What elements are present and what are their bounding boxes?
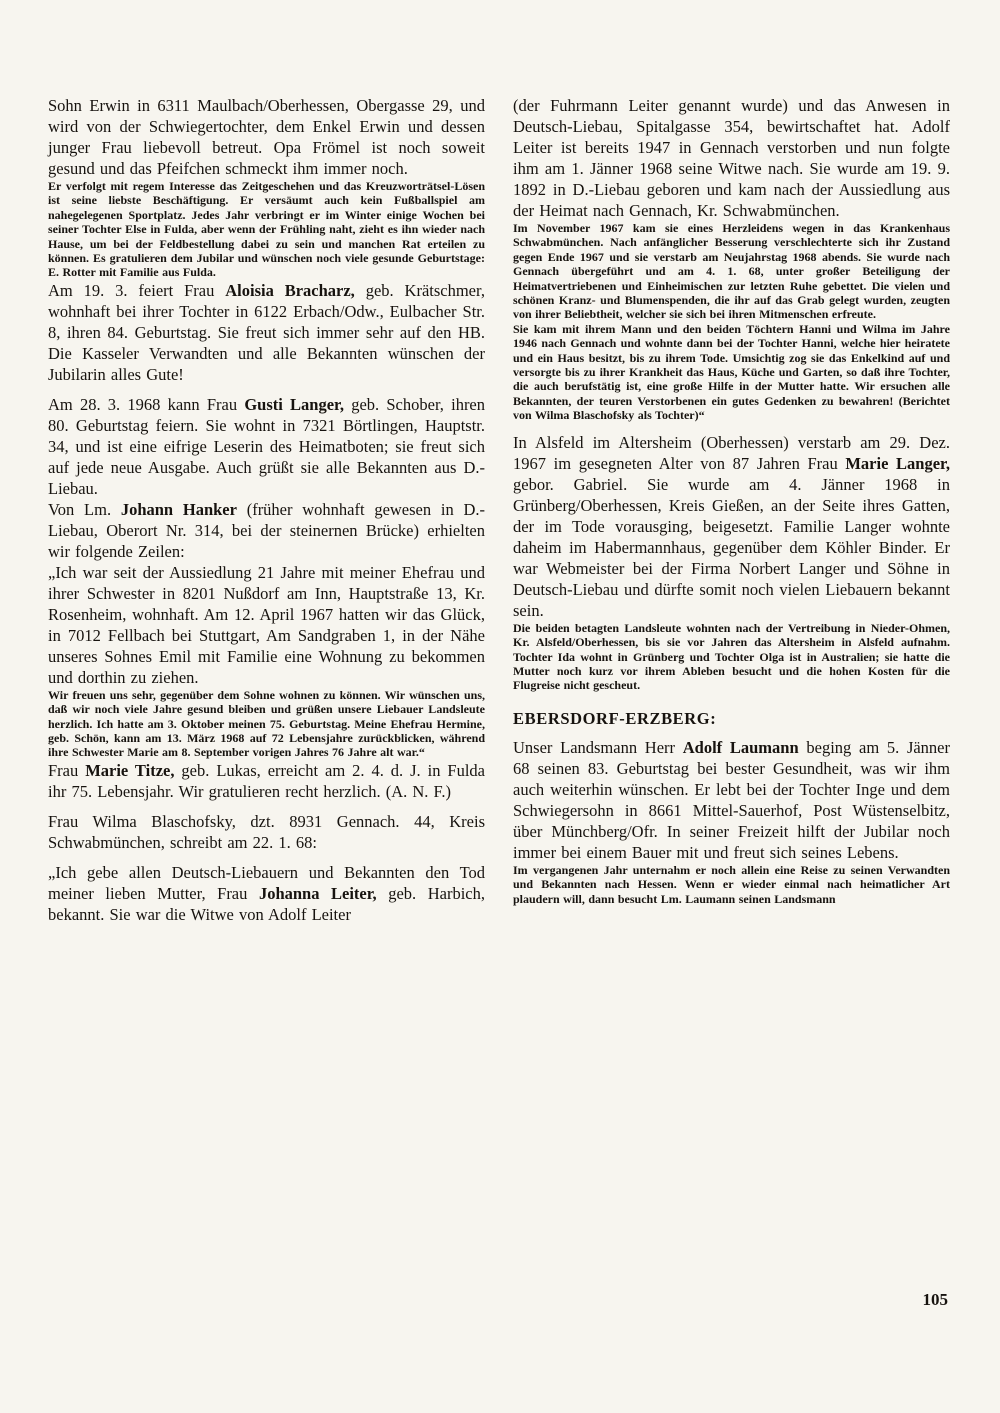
text-segment: (früher wohnhaft gewesen in D.-Liebau, Oberort Nr. 314, bei der steinernen Brücke) erhielten wir folgende Zeilen: (48, 499, 485, 561)
paragraph (48, 862, 485, 925)
text-segment: Frau (48, 760, 86, 780)
column-right (513, 95, 950, 925)
text-segment: beging am 5. Jänner 68 seinen 83. Geburtstag bei bester Gesundheit, was wir ihm auch weiterhin wünschen. Er lebt bei der Tochter Inge und dem Schwiegersohn in 8661 Mittel-Sauerhof, Post Wüstenselbitz, über Münchberg/Ofr. In seiner Freizeit hilft der Jubilar noch immer bei einem Bauer mit und freut sich seines Lebens. (513, 737, 951, 862)
highlighted-name: Marie Langer, (845, 453, 950, 473)
column-left (48, 95, 485, 925)
text-segment: gebor. Gabriel. Sie wurde am 4. Jänner 1968 in Grünberg/Oberhessen, Kreis Gießen, an der Seite ihres Gatten, der im Tode vorausging, beigesetzt. Familie Langer wohnte daheim im Habermannhaus, gegenüber dem Köhler Binder. Er war Webmeister bei der Firma Norbert Langer und Söhne in Deutsch-Liebau und dürfte somit noch vielen Liebauern bekannt sein. (513, 474, 950, 620)
highlighted-name: Gusti Langer, (244, 394, 344, 414)
text-segment: geb. Schober, ihren 80. Geburtstag feiern. Sie wohnt in 7321 Börtlingen, Hauptstr. 34, und ist eine eifrige Leserin des Heimatboten; sie freut sich auf jede neue Ausgabe. Auch grüßt sie alle Bekannten aus D.-Liebau. (48, 394, 486, 498)
text-segment: „Ich gebe allen Deutsch-Liebauern und Bekannten den Tod meiner lieben Mutter, Frau (48, 862, 485, 903)
text-segment: EBERSDORF-ERZBERG: (513, 708, 717, 728)
paragraph (48, 562, 485, 688)
text-segment: Im vergangenen Jahr unternahm er noch allein eine Reise zu seinen Verwandten und Bekannten nach Hessen. Wenn er wieder einmal nach heimatlicher Art plaudern will, dann besucht Lm. Laumann seinen Landsmann (513, 862, 950, 906)
text-segment: Frau Wilma Blaschofsky, dzt. 8931 Gennach. 44, Kreis Schwabmünchen, schreibt am 22. 1. 68: (48, 811, 485, 852)
text-segment: Von Lm. (48, 499, 121, 519)
paragraph (513, 322, 950, 423)
paragraph (48, 280, 485, 385)
text-segment: Am 19. 3. feiert Frau (48, 280, 226, 300)
section-heading (513, 709, 950, 729)
paragraph (513, 221, 950, 322)
paragraph (513, 95, 950, 221)
highlighted-name: Johanna Leiter, (258, 883, 377, 903)
text-segment: Die beiden betagten Landsleute wohnten nach der Vertreibung in Nieder-Ohmen, Kr. Alsfeld/Oberhessen, bis sie vor Jahren das Altersheim in Alsfeld aufnahm. Tochter Ida wohnt in Grünberg und Tochter Olga ist in Australien; sie hatte die Mutter noch kurz vor ihrem Ableben besucht und die hohen Kosten für die Flugreise nicht gescheut. (513, 620, 950, 693)
text-segment: Sohn Erwin in 6311 Maulbach/Oberhessen, Obergasse 29, und wird von der Schwiegertochter, dem Enkel Erwin und dessen junger Frau liebevoll betreut. Opa Frömel ist noch soweit gesund und das Pfeifchen schmeckt ihm immer noch. (48, 96, 485, 178)
text-segment: Sie kam mit ihrem Mann und den beiden Töchtern Hanni und Wilma im Jahre 1946 nach Gennach und wohnte dann bei der Tochter Hanni, welche hier heiratete und ein Haus besitzt, bis zu ihrem Tode. Umsichtig zog sie das Enkelkind auf und versorgte bis zu ihrer Krankheit das Haus, Küche und Garten, so daß ihre Tochter, die auch berufstätig ist, eine große Hilfe in der Mutter hatte. Wir ersuchen alle Bekannten, der teuren Verstorbenen ein gutes Gedenken zu bewahren! (Berichtet von Wilma Blaschofsky als Tochter)“ (513, 321, 950, 423)
highlighted-name: Adolf Laumann (682, 737, 799, 757)
paragraph (513, 863, 950, 906)
paragraph (48, 811, 485, 853)
highlighted-name: Johann Hanker (120, 499, 237, 519)
paragraph (48, 688, 485, 760)
text-segment: geb. Krätschmer, wohnhaft bei ihrer Tochter in 6122 Erbach/Odw., Eulbacher Str. 8, ihren 84. Geburtstag. Sie freut sich immer sehr auf den HB. Die Kasseler Verwandten und alle Bekannten wünschen der Jubilarin alles Gute! (48, 280, 485, 384)
paragraph (48, 95, 485, 179)
text-segment: Am 28. 3. 1968 kann Frau (48, 394, 245, 414)
text-segment: Im November 1967 kam sie eines Herzleidens wegen in das Krankenhaus Schwabmünchen. Nach anfänglicher Besserung verschlechterte sich ihr Zustand gegen Ende 1967 und sie verstarb am Neujahrstag 1968 abends. Sie wurde nach Gennach übergeführt und am 4. 1. 68, unter großer Beteiligung der Heimatvertriebenen und Einheimischen zur letzten Ruhe gebettet. Die vielen und schönen Kranz- und Blumenspenden, die ihr auf das Grab gelegt wurden, zeugten von ihrer Beliebtheit, welcher sie sich bei ihren Mitmenschen erfreute. (513, 221, 950, 322)
highlighted-name: Aloisia Bracharz, (225, 280, 355, 300)
text-segment: Er verfolgt mit regem Interesse das Zeitgeschehen und das Kreuzworträtsel-Lösen ist seine liebste Beschäftigung. Er versäumt auch kein Fußballspiel am nahegelegenen Sportplatz. Jedes Jahr verbringt er im Winter einige Wochen bei seiner Tochter Else in Fulda, aber wenn der Frühling naht, zieht es ihn wieder nach Hause, um bei der Feldbestellung dabei zu sein und manchen Rat erteilen zu können. Es gratulieren dem Jubilar und wünschen noch viele gesunde Geburtstage: E. Rotter mit Familie aus Fulda. (48, 179, 485, 280)
paragraph (513, 621, 950, 693)
text-segment: In Alsfeld im Altersheim (Oberhessen) verstarb am 29. Dez. 1967 im gesegneten Alter von 87 Jahren Frau (513, 432, 950, 473)
paragraph (513, 737, 950, 863)
text-segment: (der Fuhrmann Leiter genannt wurde) und das Anwesen in Deutsch-Liebau, Spitalgasse 354, bewirtschaftet hat. Adolf Leiter ist bereits 1947 in Gennach verstorben und nun folgte ihm am 1. Jänner 1968 seine Witwe nach. Sie wurde am 19. 9. 1892 in D.-Liebau geboren und kam nach der Aussiedlung aus der Heimat nach Gennach, Kr. Schwabmünchen. (513, 96, 950, 220)
page-number: 105 (922, 1290, 948, 1309)
paragraph (48, 760, 485, 802)
text-segment: geb. Lukas, erreicht am 2. 4. d. J. in Fulda ihr 75. Lebensjahr. Wir gratulieren recht herzlich. (A. N. F.) (48, 760, 485, 801)
text-segment: Wir freuen uns sehr, gegenüber dem Sohne wohnen zu können. Wir wünschen uns, daß wir noch viele Jahre gesund bleiben und grüßen unsere Liebauer Landsleute herzlich. Ich hatte am 3. Oktober meinen 75. Geburtstag. Meine Ehefrau Hermine, geb. Schön, kann am 13. März 1968 auf 72 Lebensjahre zurückblicken, während ihre Schwester Marie am 8. September vorigen Jahres 76 Jahre alt war.“ (48, 687, 485, 760)
text-segment: „Ich war seit der Aussiedlung 21 Jahre mit meiner Ehefrau und ihrer Schwester in 8201 Nußdorf am Inn, Hauptstraße 13, Kr. Rosenheim, wohnhaft. Am 12. April 1967 hatten wir das Glück, in 7012 Fellbach bei Stuttgart, Am Sandgraben 1, in der Nähe unseres Sohnes Emil mit Familie eine Wohnung zu bekommen und dorthin zu ziehen. (48, 562, 485, 687)
paragraph (48, 179, 485, 280)
paragraph (513, 432, 950, 621)
paragraph (48, 394, 485, 499)
two-column-text-block (48, 95, 950, 925)
paragraph (48, 499, 485, 562)
text-segment: geb. Harbich, bekannt. Sie war die Witwe von Adolf Leiter (48, 883, 485, 924)
highlighted-name: Marie Titze, (85, 760, 175, 780)
text-segment: Unser Landsmann Herr (513, 737, 683, 757)
